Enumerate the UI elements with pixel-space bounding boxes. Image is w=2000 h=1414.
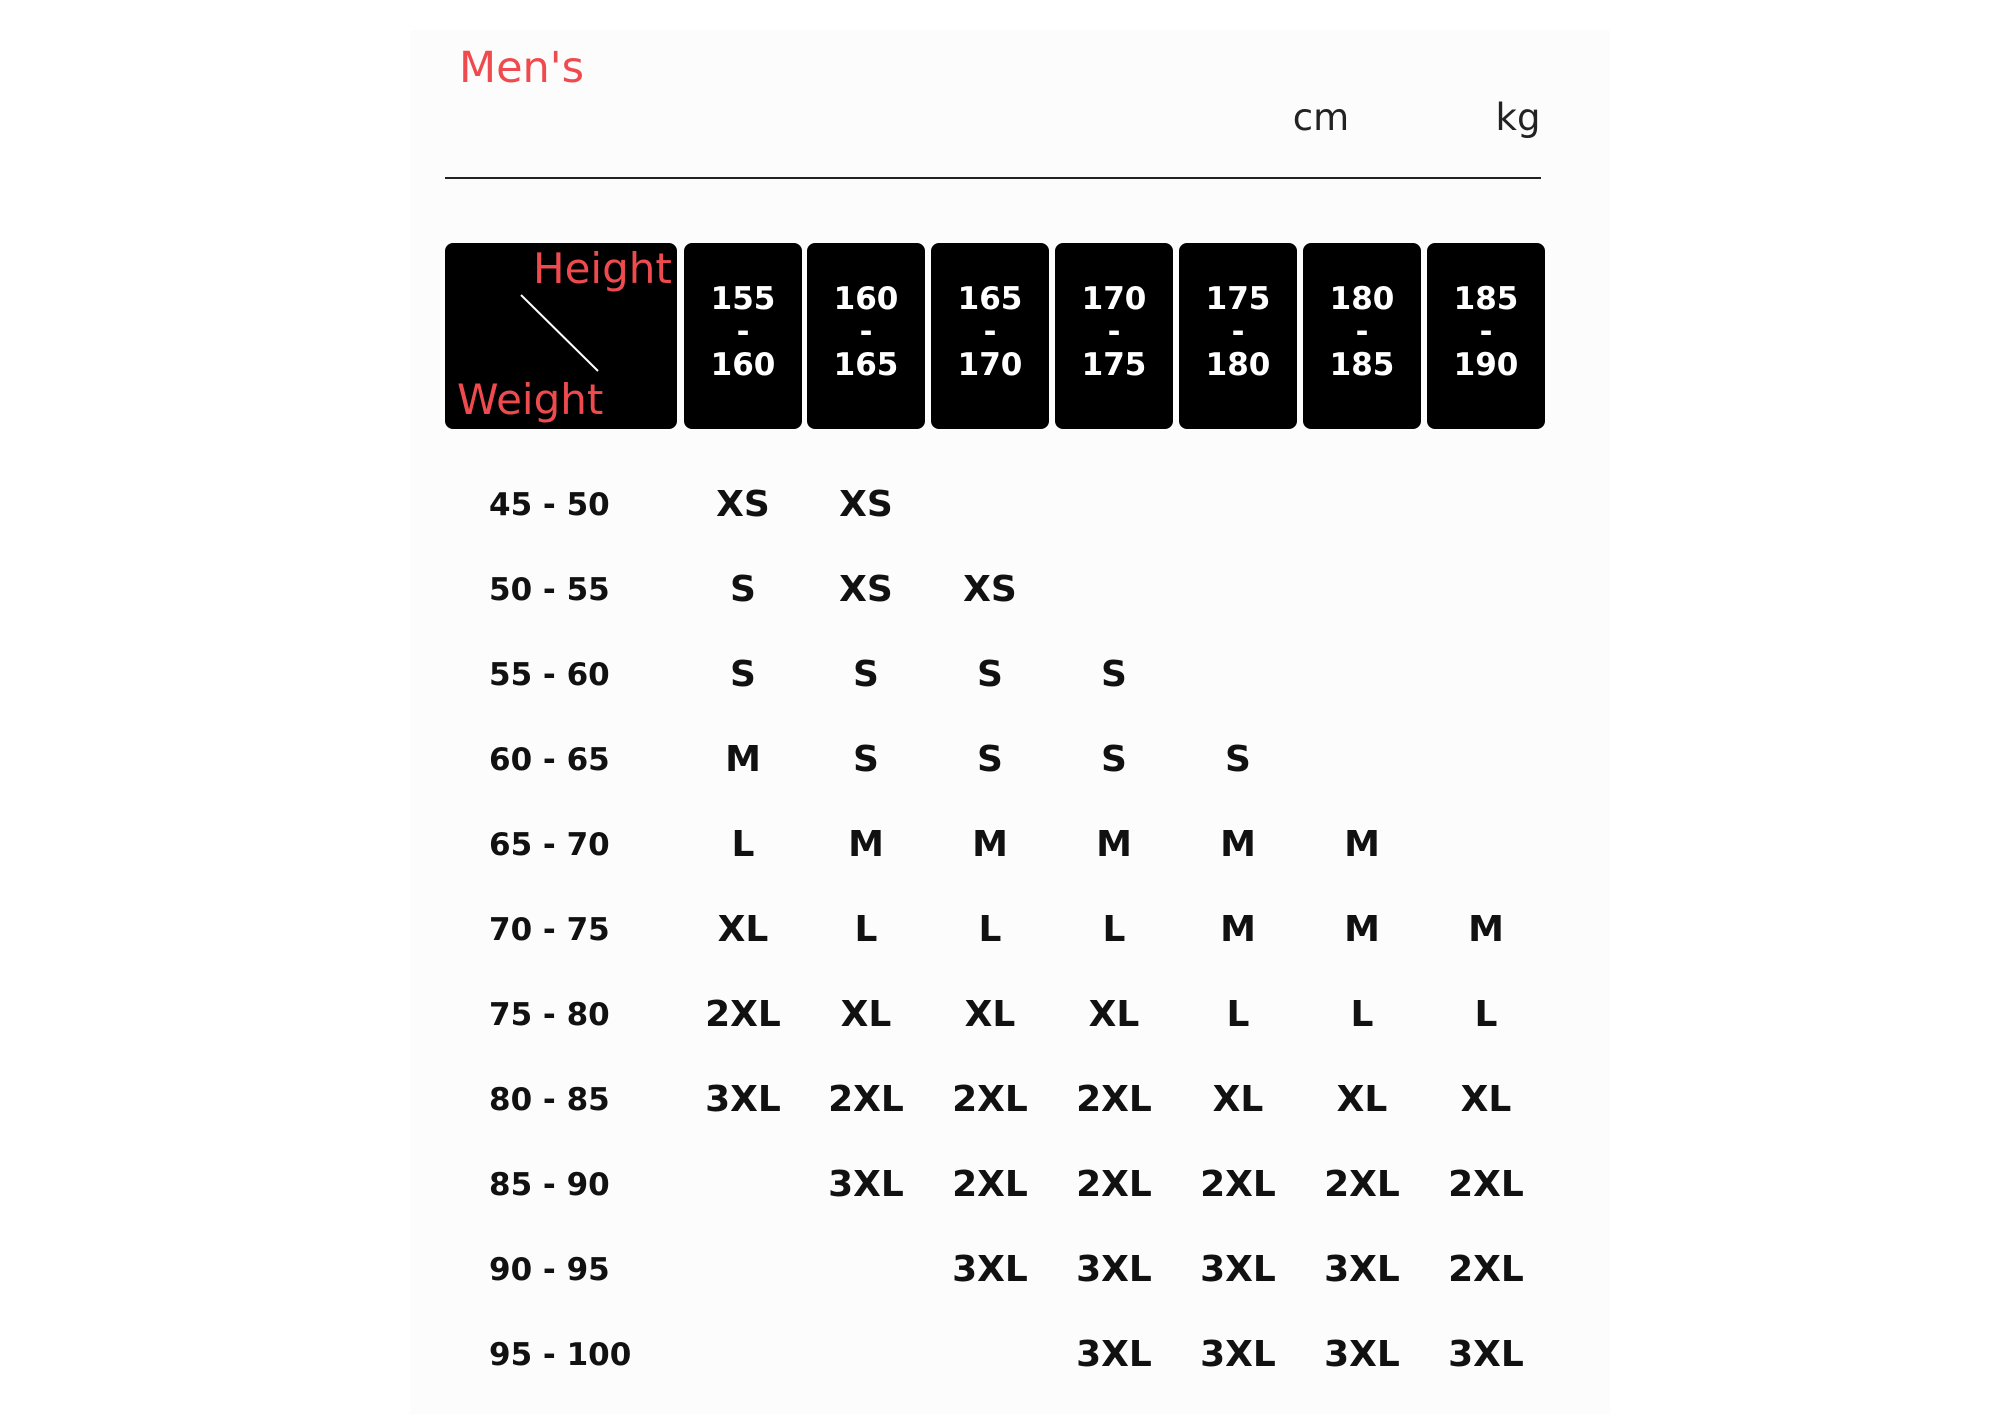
height-range-to: 170 [957, 347, 1023, 383]
size-cell: 2XL [1324, 1164, 1400, 1205]
height-unit-label: cm [1292, 96, 1350, 139]
size-cell: L [978, 909, 1002, 950]
size-cell: L [1474, 994, 1498, 1035]
size-cell: S [853, 739, 879, 780]
size-cell: 3XL [1324, 1249, 1400, 1290]
size-cell: 2XL [952, 1164, 1028, 1205]
weight-range-label: 60 - 65 [489, 742, 610, 778]
weight-range-label: 45 - 50 [489, 487, 610, 523]
height-range-from: 160 [833, 281, 899, 317]
weight-range-label: 80 - 85 [489, 1082, 610, 1118]
size-cell: M [848, 824, 884, 865]
weight-range-label: 85 - 90 [489, 1167, 610, 1203]
size-cell: 3XL [705, 1079, 781, 1120]
size-cell: S [1101, 654, 1127, 695]
size-cell: L [731, 824, 755, 865]
height-range-header [931, 243, 1049, 429]
height-range-from: 180 [1329, 281, 1395, 317]
height-range-to: 180 [1205, 347, 1271, 383]
size-cell: M [972, 824, 1008, 865]
height-range-to: 175 [1081, 347, 1147, 383]
size-cell: XS [839, 569, 893, 610]
height-range-header [1179, 243, 1297, 429]
weight-range-label: 55 - 60 [489, 657, 610, 693]
weight-axis-label: Weight [457, 375, 604, 424]
height-range-to: 165 [833, 347, 899, 383]
size-cell: 3XL [1076, 1334, 1152, 1375]
size-cell: 2XL [952, 1079, 1028, 1120]
size-cell: S [1101, 739, 1127, 780]
height-range-header [684, 243, 802, 429]
size-cell: M [1468, 909, 1504, 950]
height-range-from: 170 [1081, 281, 1147, 317]
size-cell: XL [1336, 1079, 1388, 1120]
size-cell: XL [1212, 1079, 1264, 1120]
size-cell: L [854, 909, 878, 950]
height-range-header [1427, 243, 1545, 429]
size-cell: 3XL [952, 1249, 1028, 1290]
size-cell: 2XL [1076, 1079, 1152, 1120]
size-cell: 2XL [1448, 1249, 1524, 1290]
range-dash: - [1107, 314, 1121, 350]
weight-range-label: 75 - 80 [489, 997, 610, 1033]
size-cell: 2XL [1200, 1164, 1276, 1205]
weight-unit-label: kg [1495, 96, 1541, 139]
height-range-from: 185 [1453, 281, 1519, 317]
size-cell: L [1226, 994, 1250, 1035]
size-cell: M [1220, 909, 1256, 950]
size-cell: 3XL [828, 1164, 904, 1205]
height-range-from: 175 [1205, 281, 1271, 317]
size-cell: XS [716, 484, 770, 525]
weight-range-label: 65 - 70 [489, 827, 610, 863]
height-range-header [1303, 243, 1421, 429]
size-cell: M [1344, 824, 1380, 865]
size-cell: XL [964, 994, 1016, 1035]
size-cell: L [1350, 994, 1374, 1035]
size-cell: 2XL [705, 994, 781, 1035]
size-cell: M [725, 739, 761, 780]
height-range-from: 155 [710, 281, 776, 317]
size-cell: L [1102, 909, 1126, 950]
header-divider [445, 177, 1541, 179]
size-cell: M [1344, 909, 1380, 950]
height-range-from: 165 [957, 281, 1023, 317]
size-cell: 3XL [1200, 1334, 1276, 1375]
weight-range-label: 95 - 100 [489, 1337, 632, 1373]
weight-range-label: 50 - 55 [489, 572, 610, 608]
size-cell: XL [1460, 1079, 1512, 1120]
weight-range-label: 70 - 75 [489, 912, 610, 948]
size-cell: M [1096, 824, 1132, 865]
size-cell: S [730, 654, 756, 695]
size-cell: XS [963, 569, 1017, 610]
range-dash: - [1355, 314, 1369, 350]
height-range-to: 160 [710, 347, 776, 383]
height-axis-label: Height [533, 244, 672, 293]
size-cell: XL [840, 994, 892, 1035]
range-dash: - [736, 314, 750, 350]
size-cell: XL [717, 909, 769, 950]
height-range-to: 185 [1329, 347, 1395, 383]
corner-header-cell [445, 243, 677, 429]
size-cell: S [977, 739, 1003, 780]
range-dash: - [983, 314, 997, 350]
size-cell: S [730, 569, 756, 610]
size-cell: 3XL [1076, 1249, 1152, 1290]
size-cell: S [977, 654, 1003, 695]
size-cell: 3XL [1448, 1334, 1524, 1375]
size-cell: XS [839, 484, 893, 525]
height-range-header [1055, 243, 1173, 429]
range-dash: - [859, 314, 873, 350]
size-cell: 3XL [1200, 1249, 1276, 1290]
size-cell: S [1225, 739, 1251, 780]
size-cell: 2XL [1076, 1164, 1152, 1205]
range-dash: - [1231, 314, 1245, 350]
weight-range-label: 90 - 95 [489, 1252, 610, 1288]
size-cell: XL [1088, 994, 1140, 1035]
size-cell: 2XL [828, 1079, 904, 1120]
chart-title: Men's [459, 43, 585, 93]
range-dash: - [1479, 314, 1493, 350]
height-range-to: 190 [1453, 347, 1519, 383]
size-cell: M [1220, 824, 1256, 865]
height-range-header [807, 243, 925, 429]
size-cell: S [853, 654, 879, 695]
size-cell: 2XL [1448, 1164, 1524, 1205]
size-cell: 3XL [1324, 1334, 1400, 1375]
